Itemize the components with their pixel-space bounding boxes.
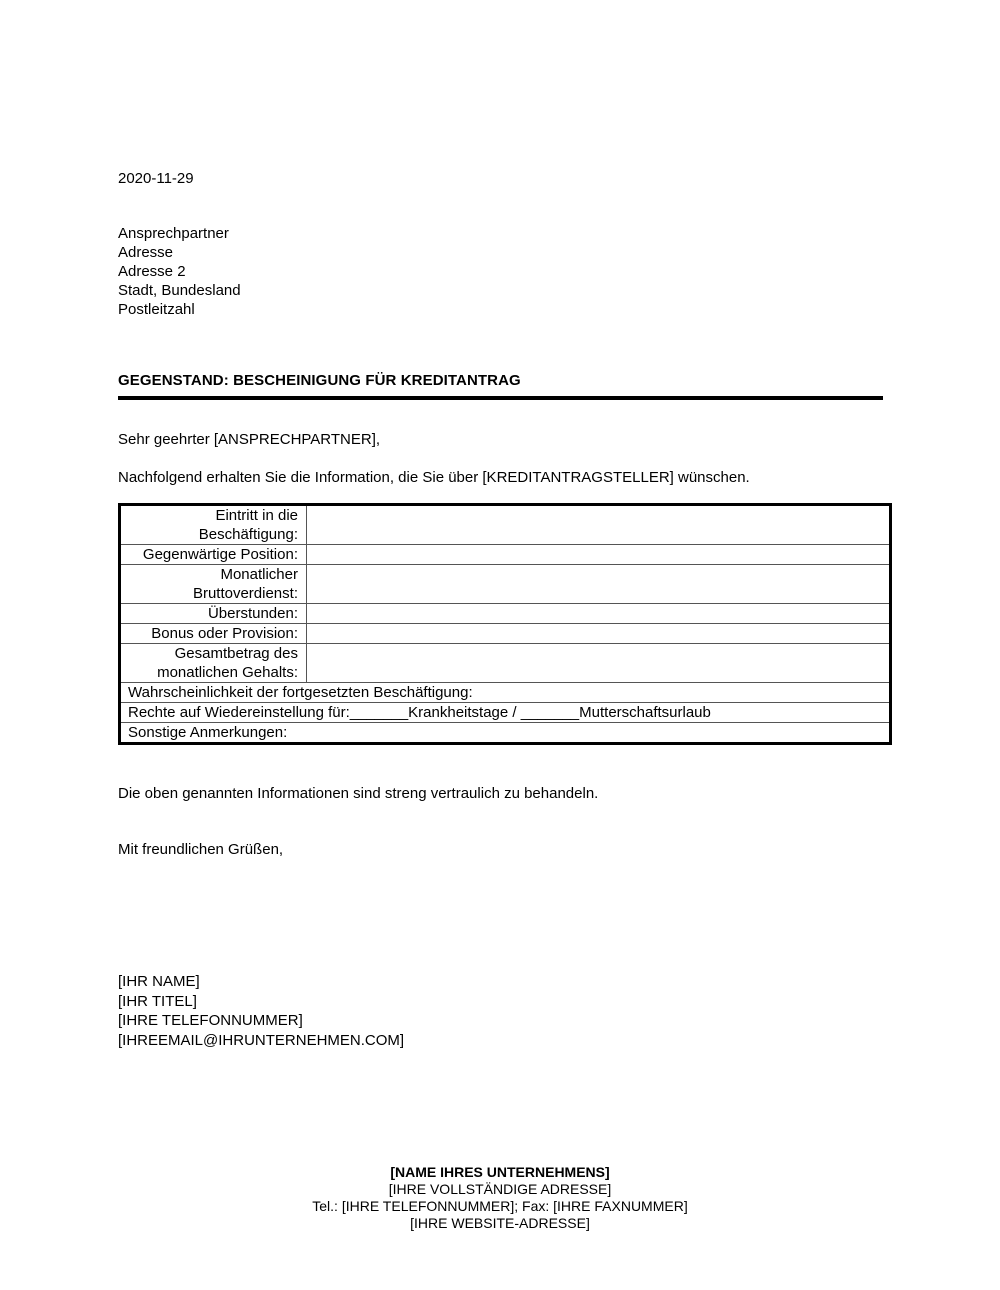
row-label: Überstunden: <box>120 604 307 624</box>
table-row-total-monthly-salary <box>120 644 891 683</box>
employment-info-table <box>118 503 892 745</box>
closing-greeting: Mit freundlichen Grüßen, <box>118 841 284 858</box>
row-label-full: Wahrscheinlichkeit der fortgesetzten Beschäftigung: <box>120 683 891 703</box>
row-value-blank <box>307 604 891 624</box>
row-value-blank <box>307 545 891 565</box>
salutation: Sehr geehrter [ANSPRECHPARTNER], <box>118 431 381 448</box>
row-value-blank <box>307 644 891 683</box>
signature-email: [IHREEMAIL@IHRUNTERNEHMEN.COM] <box>118 1031 405 1049</box>
row-label: Eintritt in die Beschäftigung: <box>120 505 307 545</box>
row-label: Monatlicher Bruttoverdienst: <box>120 565 307 604</box>
confidentiality-note: Die oben genannten Informationen sind streng vertraulich zu behandeln. <box>118 785 599 802</box>
signature-block <box>118 972 404 1050</box>
row-value-blank <box>307 505 891 545</box>
table-row-other-remarks <box>120 723 891 744</box>
signature-title: [IHR TITEL] <box>118 992 197 1010</box>
footer-company-name: [NAME IHRES UNTERNEHMENS] <box>390 1164 610 1180</box>
row-label: Gesamtbetrag des monatlichen Gehalts: <box>120 644 307 683</box>
address-line-street2: Adresse 2 <box>118 263 186 280</box>
company-footer <box>0 1164 1000 1232</box>
table-row-employment-start <box>120 505 891 545</box>
footer-phone-fax: Tel.: [IHRE TELEFONNUMMER]; Fax: [IHRE FAXNUMMER] <box>312 1198 688 1214</box>
footer-company-address: [IHRE VOLLSTÄNDIGE ADRESSE] <box>388 1181 612 1197</box>
table-row-reinstatement-rights <box>120 703 891 723</box>
info-table <box>118 503 892 745</box>
table-row-continued-employment <box>120 683 891 703</box>
table-row-overtime <box>120 604 891 624</box>
subject-heading: GEGENSTAND: BESCHEINIGUNG FÜR KREDITANTRAG <box>118 373 883 400</box>
table-row-gross-monthly-income <box>120 565 891 604</box>
intro-paragraph: Nachfolgend erhalten Sie die Information, die Sie über [KREDITANTRAGSTELLER] wünschen. <box>118 469 750 486</box>
row-label-full: Sonstige Anmerkungen: <box>120 723 891 744</box>
address-line-city-state: Stadt, Bundesland <box>118 282 241 299</box>
row-label-full: Rechte auf Wiedereinstellung für:_______Krankheitstage / _______Mutterschaftsurlaub <box>120 703 891 723</box>
address-line-contact: Ansprechpartner <box>118 225 229 242</box>
signature-phone: [IHRE TELEFONNUMMER] <box>118 1012 303 1029</box>
letter-date: 2020-11-29 <box>118 170 194 187</box>
footer-website: [IHRE WEBSITE-ADRESSE] <box>410 1215 590 1231</box>
signature-name: [IHR NAME] <box>118 973 200 990</box>
row-value-blank <box>307 624 891 644</box>
row-label: Gegenwärtige Position: <box>120 545 307 565</box>
row-value-blank <box>307 565 891 604</box>
address-line-street: Adresse <box>118 244 174 261</box>
table-row-current-position <box>120 545 891 565</box>
table-row-bonus-commission <box>120 624 891 644</box>
address-line-zip: Postleitzahl <box>118 301 195 318</box>
row-label: Bonus oder Provision: <box>120 624 307 644</box>
recipient-address <box>118 224 241 319</box>
